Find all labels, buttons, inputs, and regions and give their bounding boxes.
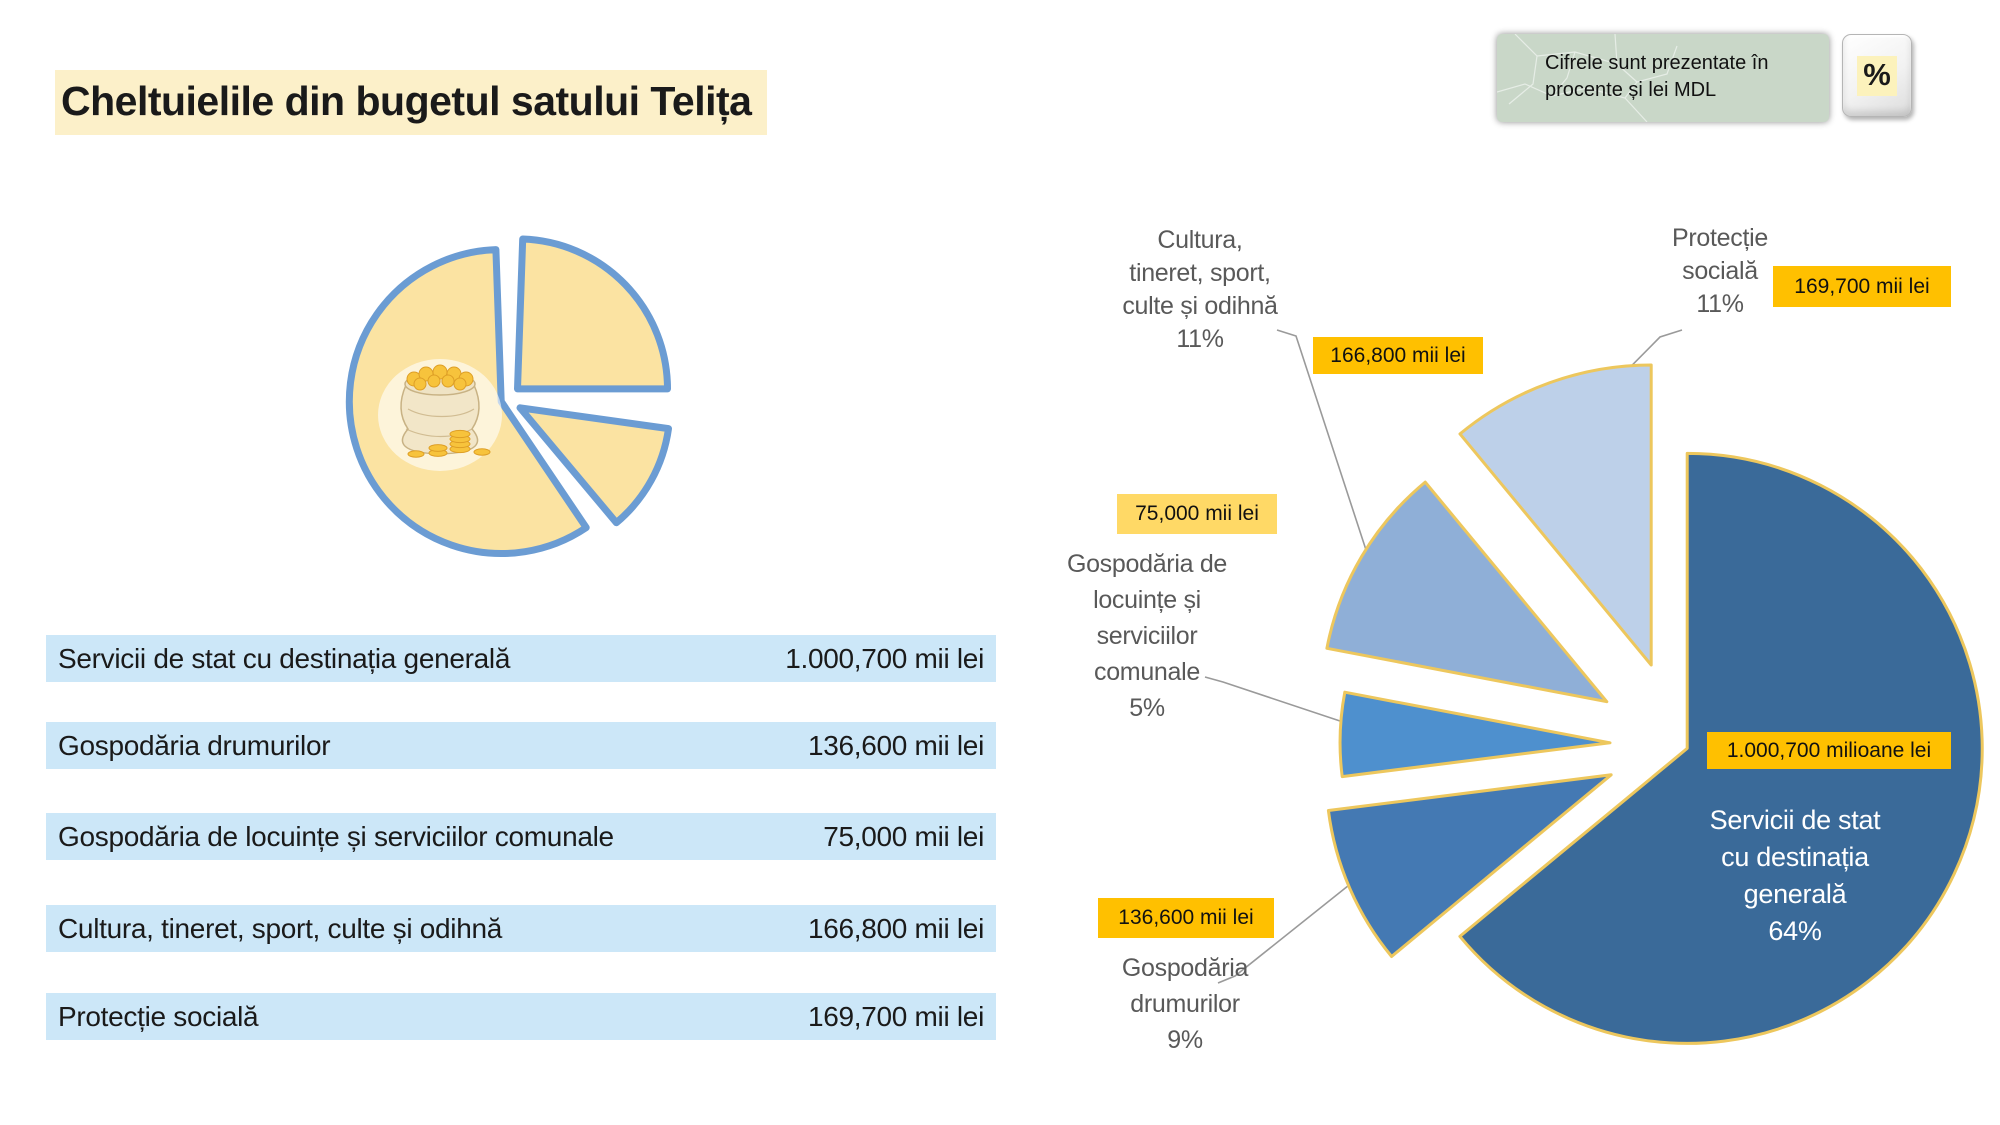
value-box-servicii: 1.000,700 milioane lei [1707,732,1951,769]
legend-label: Cultura, tineret, sport, culte și odihnă [58,912,503,944]
legend-value: 136,600 mii lei [807,729,984,761]
legend-label: Gospodăria de locuințe și serviciilor comunale [58,820,614,852]
legend-value: 169,700 mii lei [807,1000,984,1032]
clipart-slice-0 [518,239,668,389]
callout-locuinte: Gospodăria de locuințe și serviciilor comunale 5% [1066,550,1228,722]
page-title: Cheltuielile din bugetul satului Telița [55,70,767,135]
value-box-drumurilor: 136,600 mii lei [1098,898,1274,938]
value-box-cultura: 166,800 mii lei [1313,337,1483,374]
legend-value: 1.000,700 mii lei [785,642,984,674]
percent-key-icon [1842,34,1912,117]
legend-row [46,993,996,1040]
pie-slice-2 [1340,692,1610,776]
legend-label: Servicii de stat cu destinația generală [58,642,511,674]
note-text: Cifrele sunt prezentate în procente și lei MDL [1545,52,1769,101]
legend-value: 75,000 mii lei [823,820,984,852]
value-box-protectie: 169,700 mii lei [1773,266,1951,307]
callout-cultura: Cultura, tineret, sport, culte și odihnă 11% [1122,226,1278,353]
legend-row [46,813,996,860]
callout-drumurilor: Gospodăria drumurilor 9% [1121,954,1249,1054]
percent-key-label: % [1857,56,1897,96]
note-box [1497,34,1829,122]
legend-label: Protecție socială [58,1000,259,1032]
legend-label: Gospodăria drumurilor [58,729,331,761]
legend-row [46,635,996,682]
pie-chart-clipart [330,225,685,570]
value-box-locuinte: 75,000 mii lei [1117,494,1277,534]
legend-row [46,905,996,952]
money-bag-icon [378,359,502,471]
legend-value: 166,800 mii lei [807,912,984,944]
callout-protectie: Protecție socială 11% [1672,224,1768,318]
legend-row [46,722,996,769]
pie-slice-label-servicii: Servicii de stat cu destinația generală 64% [1709,805,1881,946]
